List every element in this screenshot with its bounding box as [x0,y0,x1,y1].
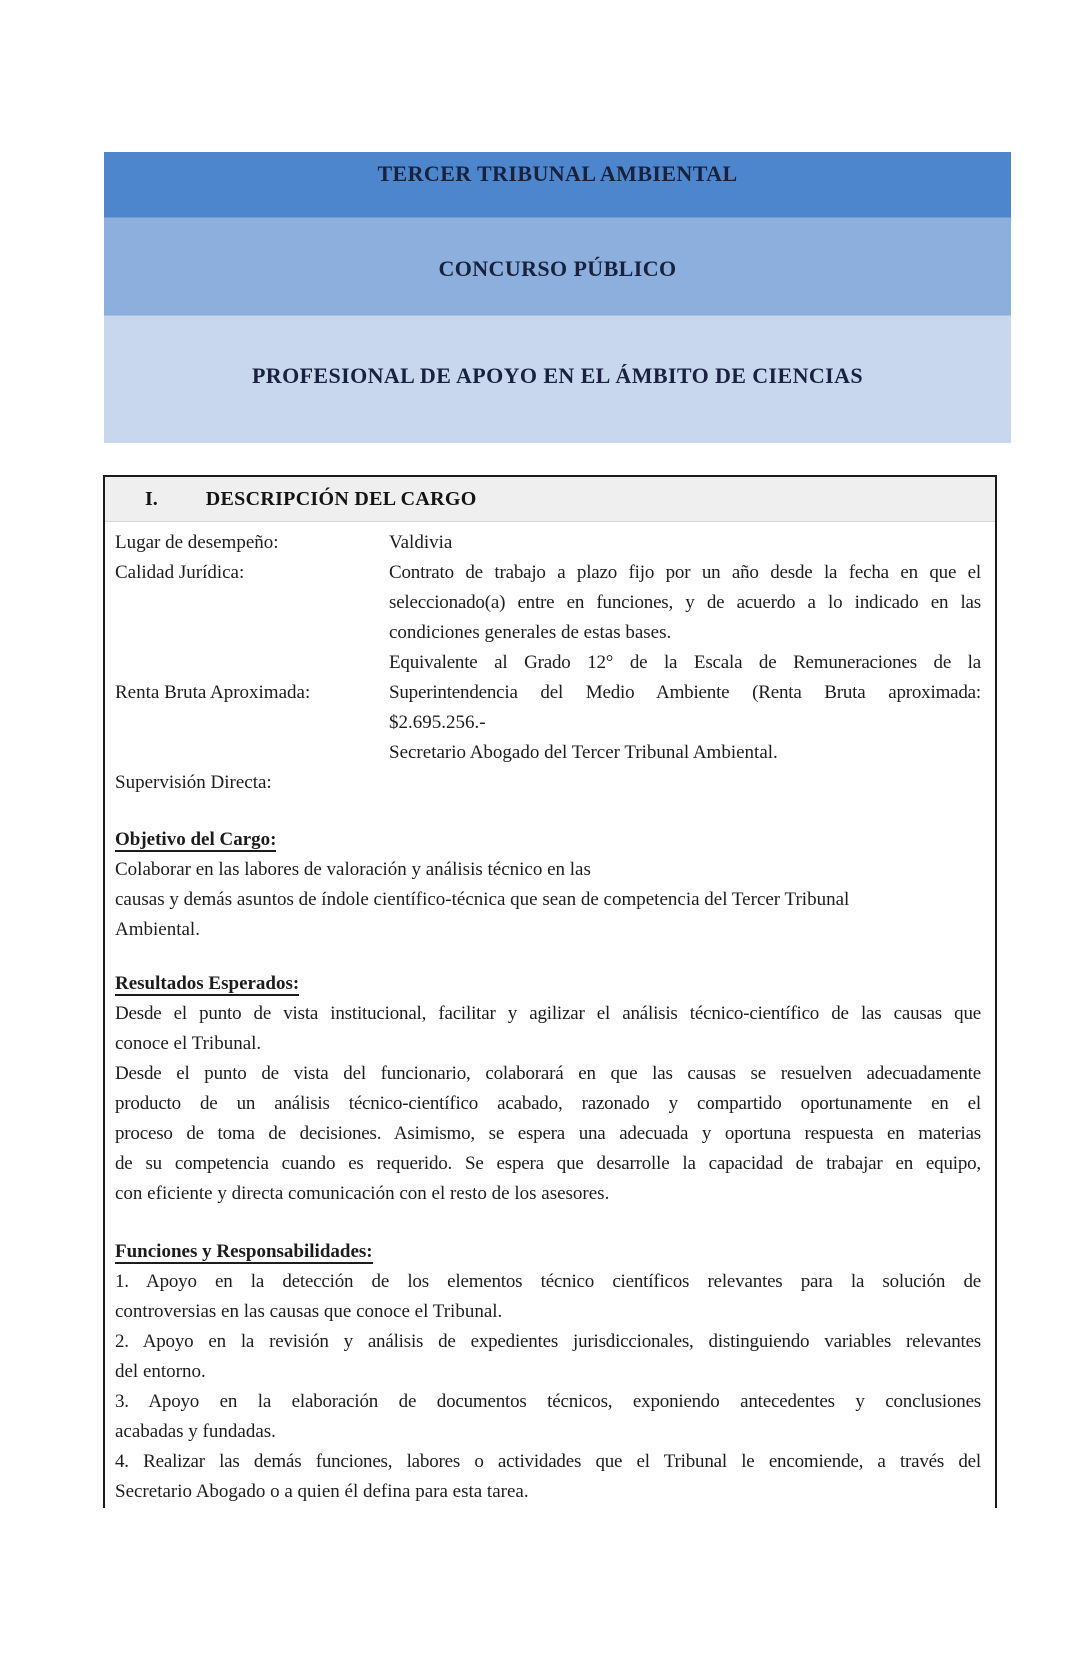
field-label: Renta Bruta Aproximada: [115,682,311,703]
field-value [389,558,981,648]
heading-text: Objetivo del Cargo: [115,829,277,850]
text-line: producto de un análisis técnico-científico acabado, razonado y compartido oportunamente en el [115,1093,981,1114]
text-line: del entorno. [115,1361,206,1382]
field-value [389,768,981,798]
banner-position-title: PROFESIONAL DE APOYO EN EL ÁMBITO DE CIENCIAS [251,363,864,388]
text-line: Contrato de trabajo a plazo fijo por un año desde la fecha en que el [389,562,981,583]
banner-title: TERCER TRIBUNAL AMBIENTAL [377,161,738,186]
text-line: 2. Apoyo en la revisión y análisis de expedientes jurisdiccionales, distinguiendo variables relevantes [115,1331,981,1352]
text-line: con eficiente y directa comunicación con el resto de los asesores. [115,1183,610,1204]
subsection-heading-funciones [115,1237,981,1267]
subsection-funciones [115,1267,981,1507]
table-body [105,522,995,1507]
text-line: causas y demás asuntos de índole científico-técnica que sean de competencia del Tercer Tribunal [115,889,850,910]
text-line: Desde el punto de vista del funcionario, colaborará en que las causas se resuelven adecuadamente [115,1063,981,1084]
field-list [115,528,981,798]
banner-position-band [104,315,1011,443]
job-description-table [103,475,997,1508]
text-line: Superintendencia del Medio Ambiente (Renta Bruta aproximada: [389,682,981,703]
table-section-header [105,477,995,522]
banner-subtitle-band [104,217,1011,315]
text-line: 1. Apoyo en la detección de los elementos técnico científicos relevantes para la solución de [115,1271,981,1292]
subsection-resultados [115,999,981,1209]
text-line: $2.695.256.- [389,712,486,733]
field-row-renta [115,648,981,768]
text-line: Ambiental. [115,919,200,940]
text-line: acabadas y fundadas. [115,1421,276,1442]
banner-subtitle: CONCURSO PÚBLICO [438,256,677,281]
heading-text: Funciones y Responsabilidades: [115,1241,373,1262]
text-line: Secretario Abogado o a quien él defina para esta tarea. [115,1481,529,1502]
text-line: Equivalente al Grado 12° de la Escala de Remuneraciones de la [389,652,981,673]
text-line: proceso de toma de decisiones. Asimismo, se espera una adecuada y oportuna respuesta en materias [115,1123,981,1144]
text-line: controversias en las causas que conoce el Tribunal. [115,1301,503,1322]
field-value [389,528,981,558]
subsection-heading-resultados [115,969,981,999]
field-row-calidad [115,558,981,648]
text-line: seleccionado(a) entre en funciones, y de acuerdo a lo indicado en las [389,592,981,613]
field-label: Supervisión Directa: [115,772,272,793]
section-number: I. [145,487,158,510]
text-line: condiciones generales de estas bases. [389,622,672,643]
field-label: Calidad Jurídica: [115,562,245,583]
field-row-supervision [115,768,981,798]
text-line: Secretario Abogado del Tercer Tribunal Ambiental. [389,742,778,763]
field-value [389,648,981,768]
text-line: Desde el punto de vista institucional, facilitar y agilizar el análisis técnico-científico de las causas que [115,1003,981,1024]
text-line: Valdivia [389,532,453,553]
document-banner [104,152,1011,443]
subsection-heading-objetivo [115,825,981,855]
banner-title-band [104,152,1011,217]
field-row-lugar [115,528,981,558]
section-title: DESCRIPCIÓN DEL CARGO [205,487,477,510]
text-line: de su competencia cuando es requerido. Se espera que desarrolle la capacidad de trabajar en equipo, [115,1153,981,1174]
heading-text: Resultados Esperados: [115,973,300,994]
field-label: Lugar de desempeño: [115,532,279,553]
subsection-objetivo [115,855,981,945]
text-line: conoce el Tribunal. [115,1033,262,1054]
text-line: 3. Apoyo en la elaboración de documentos técnicos, exponiendo antecedentes y conclusiones [115,1391,981,1412]
text-line: 4. Realizar las demás funciones, labores o actividades que el Tribunal le encomiende, a través del [115,1451,981,1472]
text-line: Colaborar en las labores de valoración y análisis técnico en las [115,859,591,880]
